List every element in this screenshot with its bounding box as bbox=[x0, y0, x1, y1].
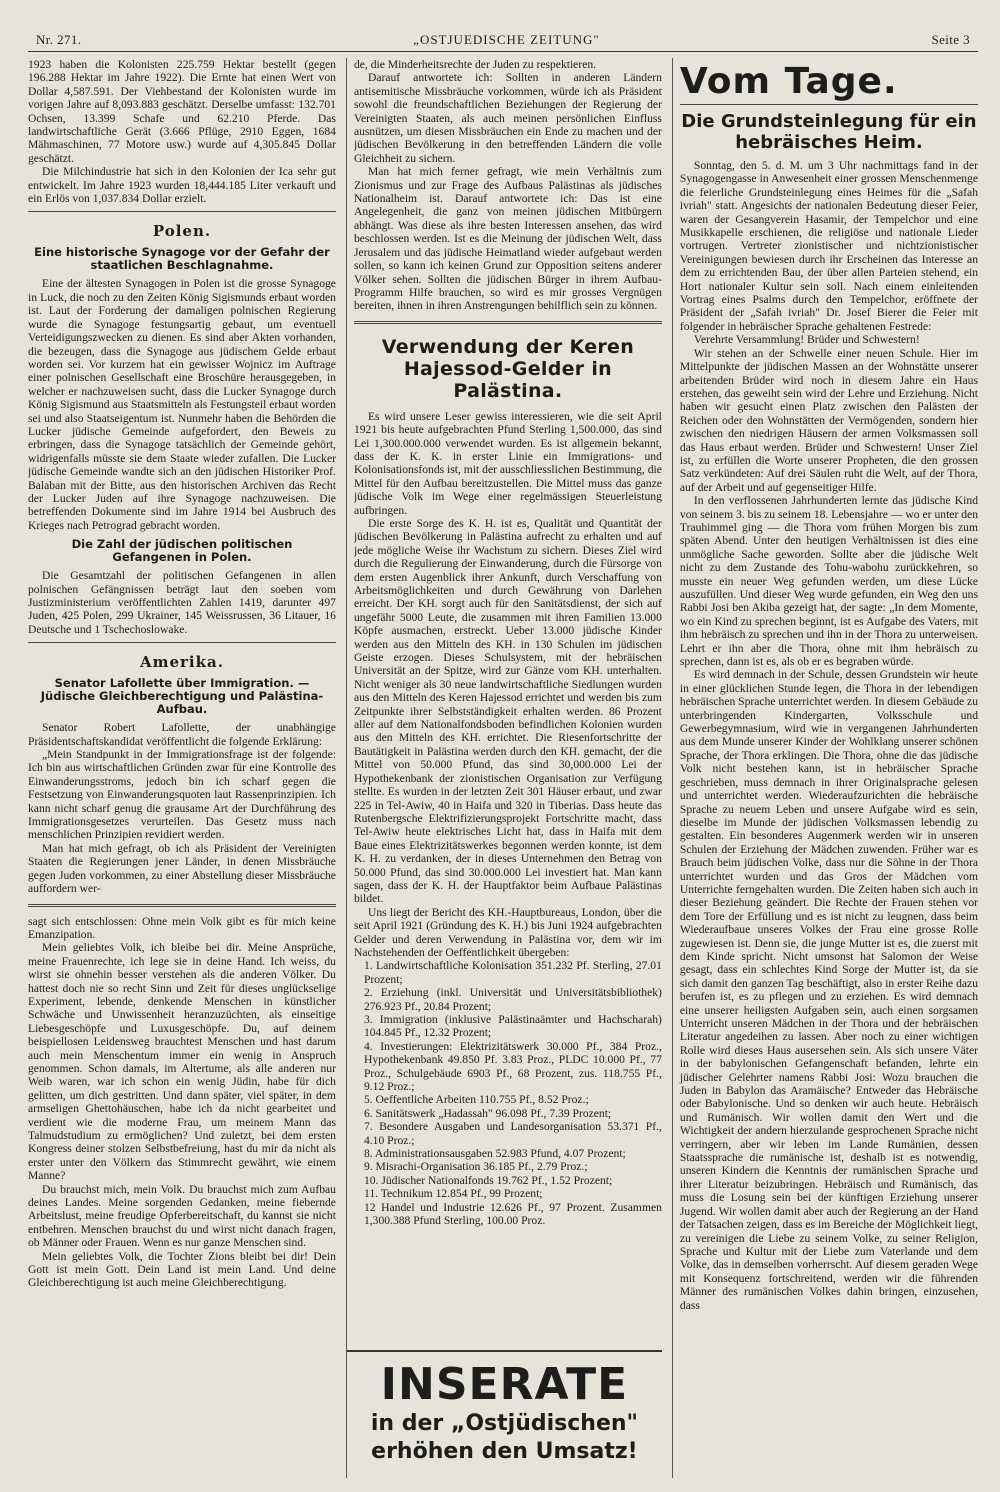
expenditure-list bbox=[354, 959, 662, 1227]
column-2-body bbox=[354, 58, 662, 1346]
article-title-grundsteinlegung: Die Grundsteinlegung für ein hebräisches Heim. bbox=[681, 111, 977, 153]
paragraph: Mein geliebtes Volk, ich bleibe bei dir. Meine Ansprüche, meine Frauenrechte, ich lege sie in deine Hand. Ich weiss, du wirst sie ohnehin besser verstehen als die anderen Völker. Du hattest doch nie so recht Sinn und Zeit für dieses unglückselige Experiment, lebende, denkende Menschen in künstlicher Schwäche und Unwissenheit heranzuzüchten, als einseitige Liebesgeschöpfe und Luxusgeschöpfe. Du, auf deinem beispiellosen Leidensweg brauchtest Menschen und hast darum auch mein Menschentum immer ein wenig in Anspruch genommen. Schon damals, im Altertume, als alle anderen nur Weib waren, war ich schon ein wenig Jüdin, habe für dich gelitten, um dich gestritten. Und dann später, viel später, in dem armseligen Ghettohäuschen, habe ich da nicht gearbeitet und verdient wie die moderne Frau, um meinem Mann das Talmudstudium zu ermöglichen? Und zuletzt, bei dem ersten Kongress deiner stolzen Selbstbefreiung, hast du mir da nicht als erster unter den Völkern das Stimmrecht gewährt, wie einem Manne? bbox=[28, 941, 336, 1183]
ad-headline: INSERATE bbox=[380, 1359, 629, 1410]
list-item: 10. Jüdischer Nationalfonds 19.762 Pf., 1.52 Prozent; bbox=[363, 1173, 613, 1187]
article-title-lafollette: Senator Lafollette über Immigration. — Jüdische Gleichberechtigung und Palästina-Aufbau. bbox=[40, 676, 324, 717]
list-item: 3. Immigration (inklusive Palästinaämter und Hachscharah) 104.845 Pf., 12.32 Prozent; bbox=[363, 1013, 662, 1040]
section-title-polen: Polen. bbox=[152, 222, 212, 241]
paragraph: Senator Robert Lafollette, der unabhängige Präsidentschaftskandidat veröffentlicht die folgende Erklärung: bbox=[28, 721, 336, 748]
running-head bbox=[28, 28, 978, 52]
paragraph: sagt sich entschlossen: Ohne mein Volk gibt es für mich keine Emanzipation. bbox=[28, 914, 336, 941]
ad-line: erhöhen den Umsatz! bbox=[371, 1439, 638, 1464]
article-title-gefangene: Die Zahl der jüdischen politischen Gefangenen in Polen. bbox=[71, 537, 293, 565]
list-item: 4. Investierungen: Elektrizitätswerk 30.000 Pf., 384 Proz., Hypothekenbank 49.850 Pf. 3.83 Proz., PLDC 10.000 Pf., 77 Proz., Schulgebäude 6903 Pf., 68 Prozent, zus. 118.755 Pf., 9.12 Proz.; bbox=[363, 1039, 662, 1094]
list-item: 8. Administrationsausgaben 52.983 Pfund, 4.07 Prozent; bbox=[363, 1147, 626, 1161]
paragraph: Sonntag, den 5. d. M. um 3 Uhr nachmittags fand in der Synagogengasse in Anwesenheit einer grossen Menschenmenge die feierliche Grundsteinlegung eines Heimes für die „Safah ivriah" statt. Angesichts der nationalen Bedeutung dieser Feier, waren der Gesangverein Hasamir, der Tempelchor und eine Musikkapelle erschienen, die religiöse und nationale Lieder vortrugen. Vertreter zionistischer und nichtzionistischer Vereinigungen bewiesen durch ihr Erscheinen das Interesse an dem zu errichtenden Bau, der über allen Parteien stehend, ein Hort nationaler Kultur sein soll. Nach einem einleitenden Vortrag eines Psalms durch den Tempelchor, eröffnete der Präsident der „Safah ivriah" Dr. Josef Bierer die Feier mit folgender in hebräischer Sprache gehaltenen Festrede: bbox=[679, 159, 978, 333]
paragraph: Mein geliebtes Volk, die Tochter Zions bleibt bei dir! Dein Gott ist mein Gott. Dein Land ist mein Land. Und deine Gleichberechtigung ist auch meine Gleichberechtigung. bbox=[28, 1249, 336, 1290]
divider bbox=[28, 211, 336, 212]
paragraph: Wir stehen an der Schwelle einer neuen Schule. Hier im Mittelpunkte der jüdischen Massen an der Wohnstätte unserer arbeitenden Brüder wird noch in diesem Jahre ein Haus erstehen, das geweiht sein wird der Lehre und Erziehung. Nicht haben wir gesucht einen Platz zwischen den Palästen der Reichen oder den Wohnstätten der Vermögenden, sondern hier zwischen den niedrigen Häusern der armen Volksmassen soll das Haus erbaut werden. Brüder und Schwestern! Unser Ziel ist, zu erfüllen die Worte unserer Propheten, die den grossen Satz verkündeten: Auf drei Säulen ruht die Welt, auf der Thora, auf der Arbeit und auf gegenseitiger Hilfe. bbox=[679, 346, 978, 494]
paragraph: Eine der ältesten Synagogen in Polen ist die grosse Synagoge in Luck, die noch zu den Zeiten König Sigismunds erbaut worden ist. Laut der Forderung der damaligen polnischen Regierung wurde die Synagoge festungsartig gebaut, um eventuell Verteidigungszwecken zu dienen. Es sind aber Akten vorhanden, die bezeugen, dass die Synagoge aus jüdischem Gelde erbaut worden sei. Vor kurzem hat ein gewisser Wojnicz im Auftrage einer polnischen Gesellschaft eine Broschüre herausgegeben, in welcher er nachzuweisen sucht, dass die Lucker Synagoge durch König Sigismund aus Staatsmitteln als Festungsteil erbaut worden sei und also Staatseigentum ist. Nunmehr haben die Behörden die Lucker jüdische Gemeinde aufgefordert, den Beweis zu erbringen, dass die Synagoge tatsächlich der Gemeinde gehört, widrigenfalls müsste sie dem Staate wieder zufallen. Die Lucker jüdische Gemeinde wandte sich an den jüdischen Historiker Prof. Balaban mit der Bitte, aus den historischen Archiven das Recht der Lucker Juden auf ihre Synagoge nachzuweisen. Die betreffenden Dokumente sind im Jahre 1914 bei Ausbruch des Krieges nach Petrograd gebracht worden. bbox=[28, 277, 336, 532]
paragraph: Die Gesamtzahl der politischen Gefangenen in allen polnischen Gefängnissen beträgt laut den soeben vom Justizministerium veröffentlichten Zahlen 1419, darunter 497 Juden, 425 Polen, 299 Ukrainer, 145 Weissrussen, 36 Litauer, 16 Deutsche und 1 Tschechoslowake. bbox=[28, 569, 336, 636]
list-item: 2. Erziehung (inkl. Universität und Universitätsbibliothek) 276.923 Pf., 20.84 Prozent; bbox=[363, 986, 662, 1013]
paragraph: In den verflossenen Jahrhunderten lernte das jüdische Kind von seinem 3. bis zu seinem 18. Lebensjahre — wo er unter den Trauhimmel ging — die Thora vom frühen Morgen bis zum späten Abend. Unter den heutigen Verhältnissen ist dies eine unmögliche Sache geworden. Sollte aber die jüdische Welt nicht zu dem Zustande des Tohu-wabohu zurückkehren, so musste ein neuer Weg gefunden werden, um diese Lücke auszufüllen. Und dieser Weg wurde gefunden, ein Weg den uns Rabbi Josi ben Akiba gezeigt hat, der sagte: „In dem Momente, wo ein Kind zu sprechen beginnt, ist es Aufgabe des Vaters, mit ihm hebräisch zu sprechen und ihn in der Thora zu unterweisen. Lehrt er ihn aber die Thora, ohne mit ihm hebräisch zu sprechen, dann ist es, als ob er es begraben würde. bbox=[679, 494, 978, 669]
list-item: 11. Technikum 12.854 Pf., 99 Prozent; bbox=[363, 1187, 543, 1201]
article-title-keren-hajessod: Verwendung der Keren Hajessod-Gelder in Palästina. bbox=[381, 335, 635, 402]
page-number: Seite 3 bbox=[931, 32, 970, 47]
paragraph: Die erste Sorge des K. H. ist es, Qualität und Quantität der jüdischen Bevölkerung in Palästina aufrecht zu erhalten und auf jede mögliche Weise ihr Wachstum zu sichern. Dieses Ziel wird durch die Regulierung der Einwanderung, durch die Fürsorge von dem ersten Augenblick ihrer Ankunft, durch Verschaffung von Arbeitsmöglichkeiten und durch Gewährung von Darlehen erreicht. Der KH. sorgt auch für den Sanitätsdienst, der sich auf ungefähr 5000 Leute, die zusammen mit ihren Familien 13.000 Köpfe ausmachen, erstreckt. Ueber 13.000 jüdische Kinder werden aus den Mitteln des KH. in 130 Schulen im jüdischen Geiste erzogen. Dieses Schulsystem, mit der hebräischen Universität an der Spitze, wird zur Gänze vom KH. unterhalten. Nicht weniger als 30 neue landwirtschaftliche Siedlungen wurden aus den Mitteln des Keren Hajessod errichtet und werden bis zum Zeitpunkte ihrer Selbstständigkeit erhalten werden. 86 Prozent aller auf dem Nationalfondsboden befindlichen Kolonien wurden aus den Mitteln des KH. errichtet. Die Riesenfortschritte der Bautätigkeit in Palästina werden durch den KH. gemacht, der die Mittel von 50.000 Pfund, das sind 30,000.000 Lei der Hypothekenbank der zionistischen Organisation zur Verfügung stellte. Es wurden in der letzten Zeit 301 Häuser erbaut, und zwar 225 in Tel-Awiw, 40 in Haifa und 320 in Tiberias. Dass heute das Rutenbergsche Elektrifizierungsprojekt Fortschritte macht, dass Tel-Awiw heute elektrisches Licht hat, dass in Haifa mit dem Baue eines Elektrizitätswerkes begonnen werden konnte, ist dem K. H. zu verdanken, der in dieses Unternehmen den Betrag von 50.000 Pfund, das sind 30.000.000 Lei investiert hat. Man kann sagen, dass der K. H. der Hauptfaktor beim Aufbaue Palästinas bildet. bbox=[353, 516, 662, 906]
divider bbox=[28, 642, 336, 643]
column-1 bbox=[28, 58, 336, 1478]
paragraph: Darauf antwortete ich: Sollten in anderen Ländern antisemitische Missbräuche vorkommen, würde ich als Präsident sowohl die freundschaftlichen Beziehungen der Regierung der Vereinigten Staaten, als auch meinen persönlichen Einfluss ausnützen, um diesen Missbräuchen ein Ende zu machen und der jüdischen Bevölkerung in den betreffenden Ländern die volle Gleichheit zu sichern. bbox=[353, 71, 662, 165]
list-item: 7. Besondere Ausgaben und Landesorganisation 53.371 Pf., 4.10 Proz.; bbox=[363, 1120, 662, 1147]
paragraph: Du brauchst mich, mein Volk. Du brauchst mich zum Aufbau deines Landes. Meine sorgenden Gedanken, meine fiebernde Arbeitslust, meine freudige Opferbereitschaft, du kannst sie nicht entbehren. Menschen brauchst du und wirst nicht danach fragen, ob Männer oder Frauen. Wenn es nur ganze Menschen sind. bbox=[28, 1182, 336, 1250]
paragraph: Die Milchindustrie hat sich in den Kolonien der Ica sehr gut entwickelt. Im Jahre 1923 wurden 18,444.185 Liter verkauft und ein Erlös von 1,037.834 Dollar erzielt. bbox=[28, 165, 336, 206]
paragraph: Man hat mich gefragt, ob ich als Präsident der Vereinigten Staaten die Regierungen jener Länder, in denen Missbräuche gegen Juden vorkommen, zu einer Abstellung dieser Missbräuche auffordern wer- bbox=[28, 841, 336, 896]
article-title-synagoge: Eine historische Synagoge vor der Gefahr der staatlichen Beschlagnahme. bbox=[34, 245, 330, 273]
column-3 bbox=[672, 58, 978, 1478]
list-item: 12 Handel und Industrie 12.626 Pf., 97 Prozent. Zusammen 1,300.388 Pfund Sterling, 100.00 Proz. bbox=[363, 1200, 662, 1228]
list-item: 1. Landwirtschaftliche Kolonisation 351.232 Pf. Sterling, 27.01 Prozent; bbox=[363, 959, 662, 986]
list-item: 6. Sanitätswerk „Hadassah" 96.098 Pf., 7.39 Prozent; bbox=[363, 1106, 612, 1120]
divider bbox=[354, 321, 662, 324]
paragraph: Man hat mich ferner gefragt, wie mein Verhältnis zum Zionismus und zur Frage des Aufbaus Palästinas als jüdisches Nationalheim ist. Darauf antwortete ich: Das ist eine Angelegenheit, die ganz von meinen jüdischen Mitbürgern abhängt. Was diese als ihre besten Interessen ansehen, das wird beschlossen werden. Ist es die Meinung der jüdischen Welt, dass Jerusalem und das jüdische Heimatland wieder aufgebaut werden sollen, so kann ich keinen Grund zur Opposition seitens anderer Völker sehen. Sollten die jüdischen Bürger in ihrem Aufbau-Programm Hilfe brauchen, so wird es mir grosses Vergnügen bereiten, ihnen in ihren Anstrengungen behilflich sein zu können. bbox=[353, 165, 662, 313]
columns bbox=[28, 58, 978, 1478]
divider bbox=[28, 904, 336, 907]
paragraph: Es wird unsere Leser gewiss interessieren, wie die seit April 1921 bis heute aufgebrachten Pfund Sterling 1,500.000, das sind Lei 1,300.000.000 verwendet wurden. Es ist allgemein bekannt, dass der K. K. in erster Linie ein Immigrations- und Kolonisationsfonds ist, mit der ausschliesslichen Bestimmung, die Mittel für den Aufbau bereitzustellen. Die Mittel muss das ganze jüdische Volk im Wege einer regelmässigen Steuerleistung aufbringen. bbox=[353, 409, 662, 517]
ad-line: in der „Ostjüdischen" bbox=[370, 1411, 638, 1436]
paragraph: de, die Minderheitsrechte der Juden zu respektieren. bbox=[353, 58, 597, 71]
paragraph: Uns liegt der Bericht des KH.-Hauptbureaus, London, über die seit April 1921 (Gründung des K. H.) bis Juni 1924 aufgebrachten Gelder und deren Verwendung in Palästina vor, dem wir im Nachstehenden der Oeffentlichkeit übergeben: bbox=[353, 905, 662, 959]
column-2 bbox=[346, 58, 662, 1478]
advertisement-box bbox=[347, 1350, 662, 1478]
list-item: 9. Misrachi-Organisation 36.185 Pf., 2.79 Proz.; bbox=[363, 1160, 588, 1174]
newspaper-title: „OSTJUEDISCHE ZEITUNG" bbox=[413, 32, 600, 47]
section-title-amerika: Amerika. bbox=[139, 653, 224, 672]
list-item: 5. Oeffentliche Arbeiten 110.755 Pf., 8.52 Proz.; bbox=[363, 1093, 589, 1107]
paragraph: Es wird demnach in der Schule, dessen Grundstein wir heute in einer glücklichen Stunde legen, die Thora in der lebendigen hebräischen Sprache unterrichtet werden. In diesem Gebäude zu unterbringenden Kindergarten, Volksschule und Gewerbegymnasium, wird wie in vergangenen Jahrhunderten aus dem Munde unserer Kinder der Wohlklang unserer schönen Sprache, der Thora erklingen. Die Thora, ohne die das jüdische Volk nicht bestehen kann, ist in hebräischer Sprache geschrieben, muss demnach in ihrer Originalsprache gelesen und unterrichtet werden. Wiederaufzurichten die hebräische Sprache zu neuem Leben und unsere Aufgabe wird es sein, dieselbe im Munde der jüdischen Volksmassen lebendig zu gestalten. Ein besonderes Augenmerk werden wir in unseren Schulen der Erziehung der Mädchen zuwenden. Früher war es Brauch beim jüdischen Volke, dass nur die Söhne in der Thora unterrichtet wurden und das Gros der Mädchen vom Unterrichte ferngehalten wurden. Die Zeiten haben sich auch in dieser Beziehung geändert. Die Rechte der Frauen stehen vor dem Tore der Erfüllung und es ist nicht zu leugnen, dass beim Wiederaufbaue unseres Volkes der Frau eine grosse Rolle zugewiesen ist. Denn sie, die junge Mutter ist es, die zuerst mit dem Kinde spricht. Nicht umsonst hat Salomon der Weise gesagt, dass ein schlechtes Kind Sorge der Mutter ist, da sie sich damit den ganzen Tag beschäftigt, also in erster Reihe dazu berufen ist, es zu pflegen und zu erziehen. Es wird demnach eine unserer heiligsten Aufgaben sein, auch einen sorgsamen Unterricht unseren Mädchen in der Thora und der hebräischen Literatur angedeihen zu lassen. Aber noch zu einer wichtigen Rolle wird dieses Haus ausersehen sein. Als sich unsere Väter in der babylonischen Gefangenschaft befanden, lehrte ein jüdischer Gelehrter namens Rabbi Josi: Wozu brauchen die Juden in Babylon das Aramäische? Entweder das Hebräische oder Babylonische. Und so denken wir auch heute. Hebräisch und Rumänisch. Wir wollen damit den Wert und die Wichtigkeit der andern hierzulande gesprochenen Sprache nicht verringern, aber wir leben im Lande Rumänien, dessen Staatssprache die rumänische ist, deshalb ist es notwendig, unseren Kindern die Kenntnis der rumänischen Sprache und ihrer Literatur beizubringen. Hebräisch und Rumänisch, das muss die Losung sein bei der künftigen Erziehung unserer Jugend. Wir wollen damit aber auch der Regierung an der Hand der Tatsachen zeigen, dass es im Bereiche der Möglichkeit liegt, zu vereinigen die Liebe zu seinem Volke, zu seiner Religion, Sprache und Kultur mit der Liebe zum Vaterlande und dem Volke, das in demselben vorherrscht. Auf diesem geraden Wege mit Konsequenz fortschreitend, werden wir die führenden Männer des rumänischen Volkes dahin bringen, einzusehen, dass bbox=[679, 668, 978, 1312]
paragraph: Verehrte Versammlung! Brüder und Schwestern! bbox=[693, 333, 920, 347]
issue-number: Nr. 271. bbox=[36, 32, 82, 47]
section-masthead-vom-tage: Vom Tage. bbox=[680, 62, 978, 105]
paragraph: 1923 haben die Kolonisten 225.759 Hektar bestellt (gegen 196.288 Hektar im Jahre 1922). Die Ernte hat einen Wert von Dollar 4,587.591. Der Viehbestand der Kolonisten wurde im vorigen Jahre auf 8,093.883 geschätzt. Derselbe umfasst: 132.701 Ochsen, 13.399 Schafe und 62.210 Pferde. Das landwirtschaftliche Gerät (3.666 Pflüge, 2910 Eggen, 1684 Mähmaschinen, 77 Motore usw.) wurde auf 4,305.845 Dollar geschätzt. bbox=[28, 58, 336, 165]
paragraph: „Mein Standpunkt in der Immigrationsfrage ist der folgende: Ich bin aus wirtschaftlichen Gründen zwar für eine Kontrolle des Einwanderungsstroms, jedoch bin ich scharf gegen die Festsetzung von Einwanderungsquoten laut Rassenprinzipien. Ich kann nicht scharf genug die grausame Art der Durchführung des Immigrationsgesetzes verurteilen. Das Gesetz muss nach menschlichen Prinzipien revidiert werden. bbox=[28, 748, 336, 842]
